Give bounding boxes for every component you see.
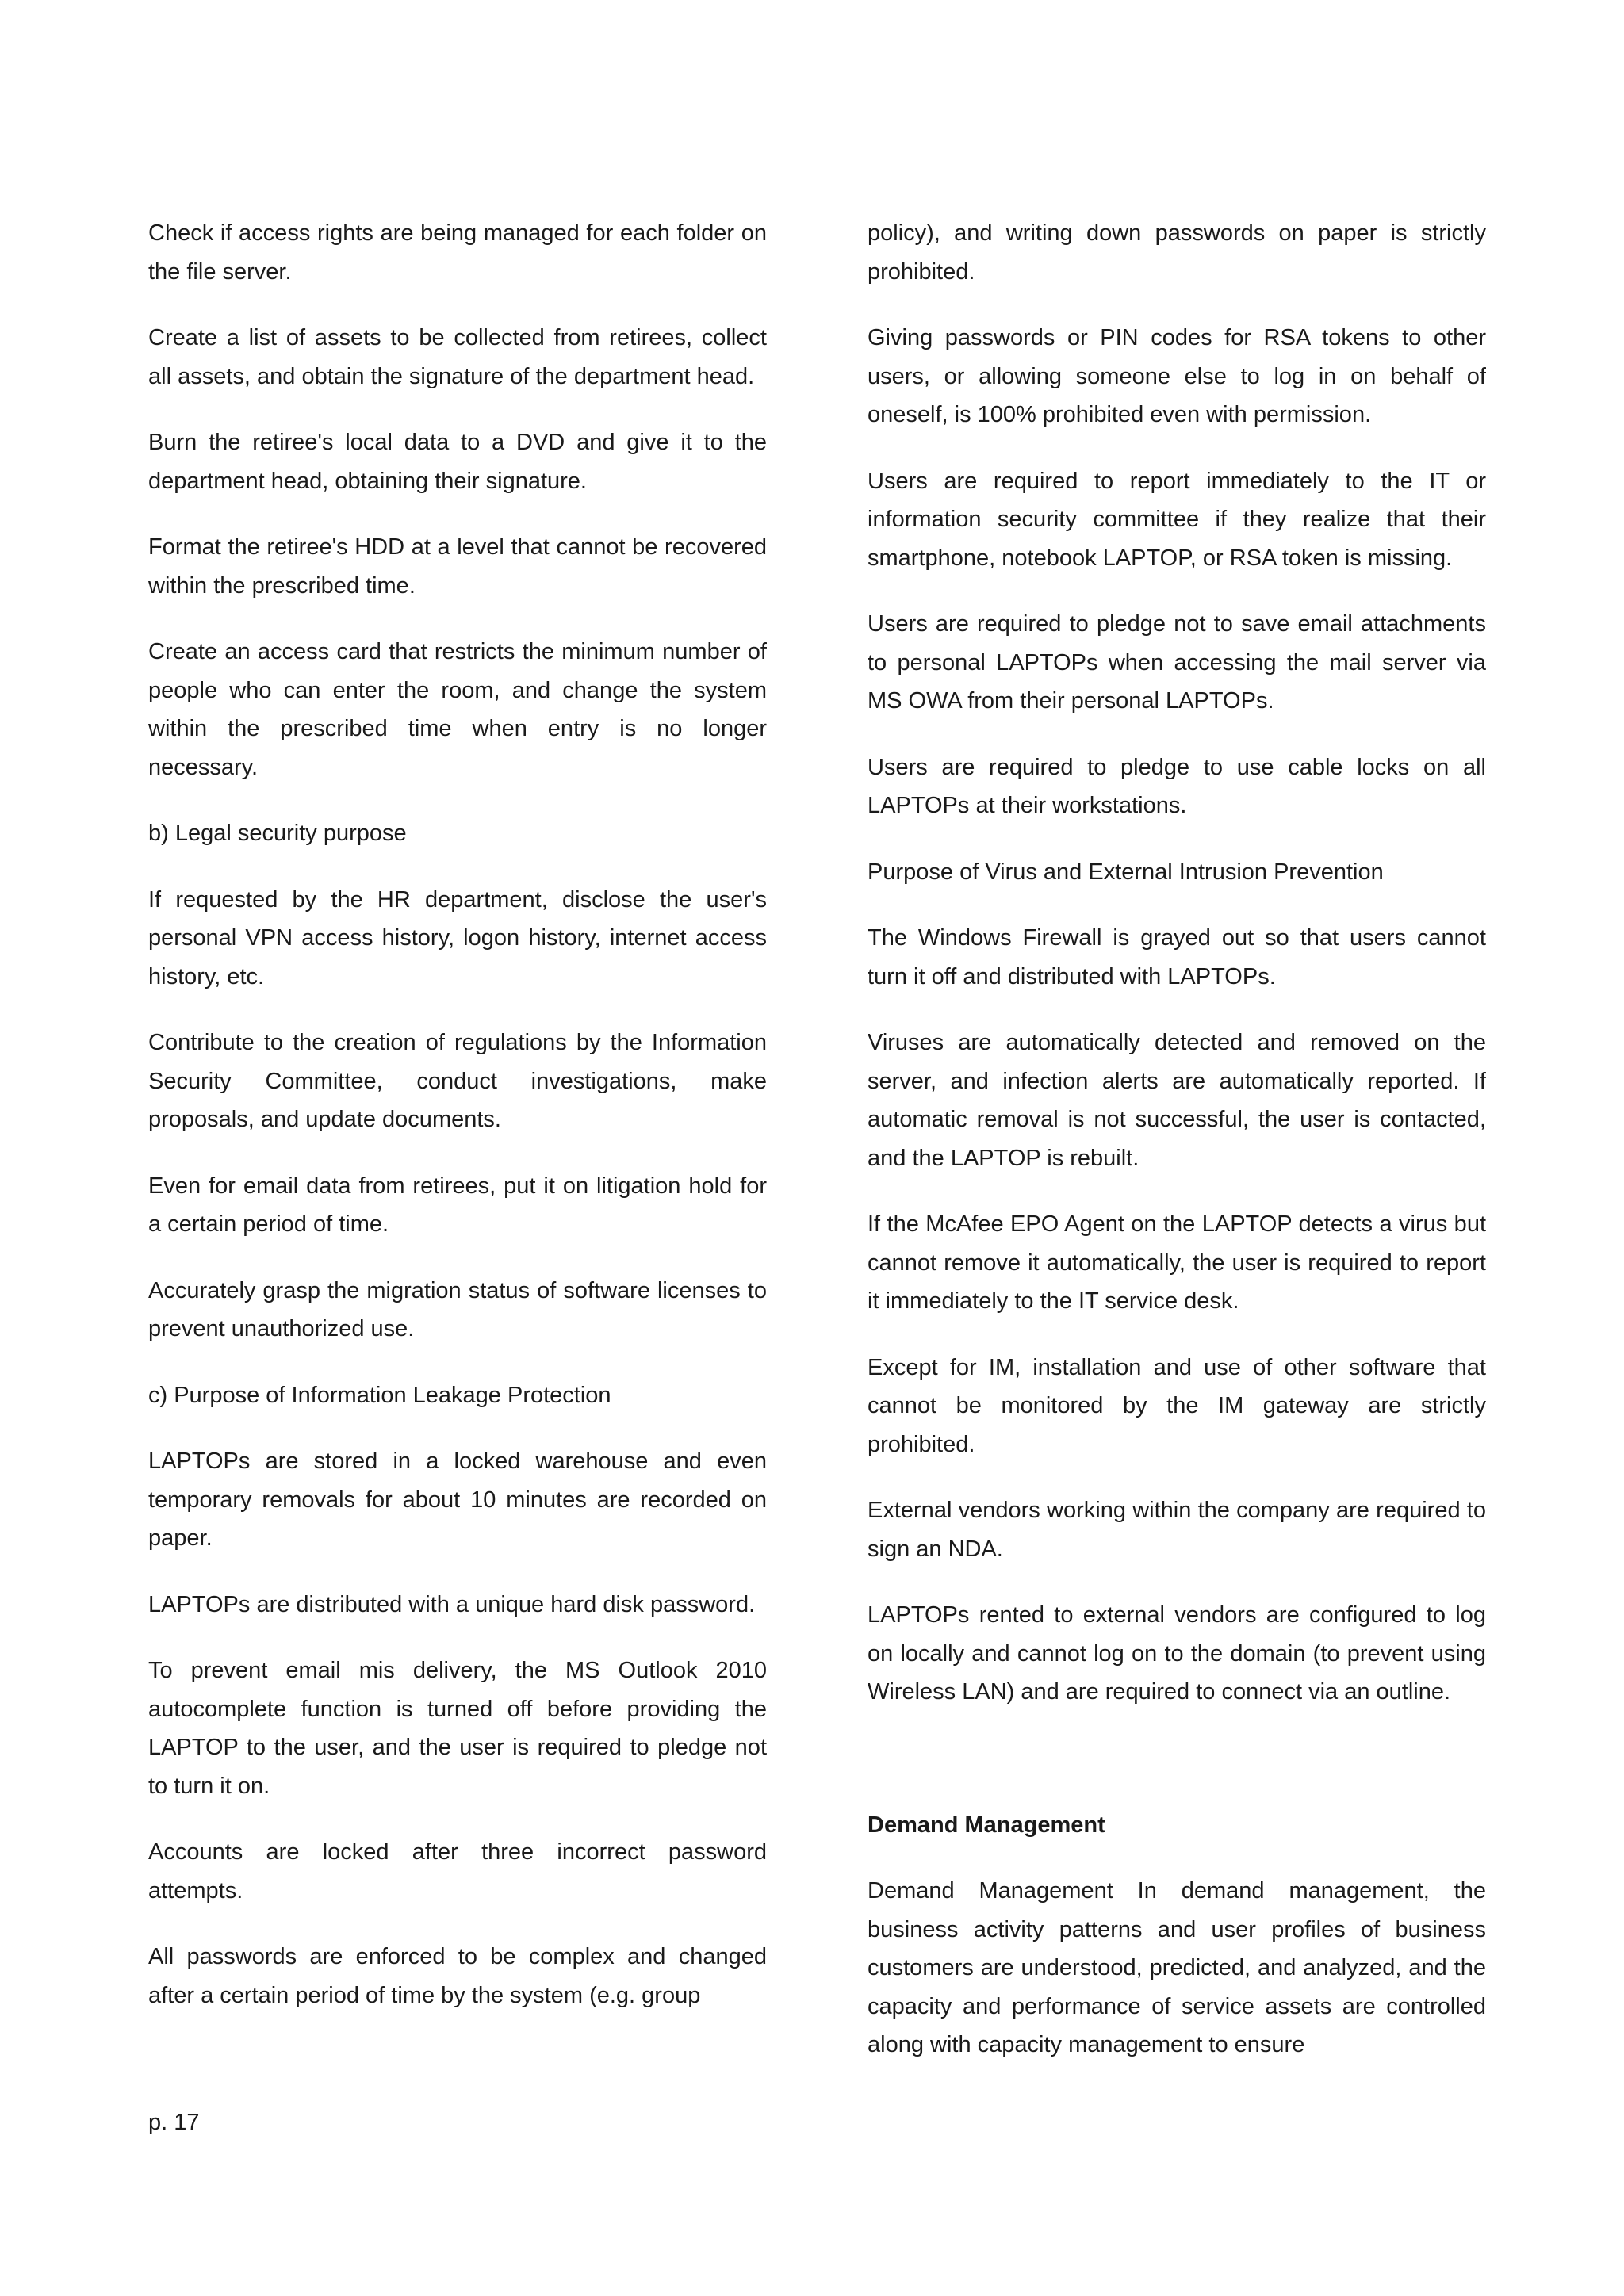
subheading-legal-security: b) Legal security purpose: [148, 821, 407, 846]
subheading-leakage-protection: c) Purpose of Information Leakage Protection: [148, 1382, 611, 1408]
section-spacer: [868, 1739, 1486, 1806]
right-column: [868, 214, 1486, 2092]
paragraph-owa-attachments: Users are required to pledge not to save email attachments to personal LAPTOPs when accessing the mail server via MS OWA from their personal LAPTOPs.: [868, 611, 1486, 714]
paragraph-account-lockout: Accounts are locked after three incorrect password attempts.: [148, 1839, 767, 1904]
paragraph-access-card: Create an access card that restricts the minimum number of people who can enter the room, and change the system within the prescribed time when entry is no longer necessary.: [148, 639, 767, 780]
paragraph-folder-access-rights: Check if access rights are being managed for each folder on the file server.: [148, 220, 767, 285]
paragraph-rsa-pin: Giving passwords or PIN codes for RSA tokens to other users, or allowing someone else to log in on behalf of oneself, is 100% prohibited even with permission.: [868, 325, 1486, 427]
paragraph-software-licenses: Accurately grasp the migration status of software licenses to prevent unauthorized use.: [148, 1277, 767, 1341]
paragraph-password-paper: policy), and writing down passwords on paper is strictly prohibited.: [868, 220, 1486, 285]
left-column: [148, 214, 767, 2042]
paragraph-demand-management: Demand Management In demand management, the business activity patterns and user profiles of business customers are understood, predicted, and analyzed, and the capacity and performance of service assets are controlled along with capacity management to ensure: [868, 1878, 1486, 2057]
paragraph-vendor-nda: External vendors working within the company are required to sign an NDA.: [868, 1498, 1486, 1562]
paragraph-retiree-data-dvd: Burn the retiree's local data to a DVD and give it to the department head, obtaining their signature.: [148, 430, 767, 494]
page-number: p. 17: [148, 2110, 200, 2135]
paragraph-locked-warehouse: LAPTOPs are stored in a locked warehouse and even temporary removals for about 10 minutes are recorded on paper.: [148, 1448, 767, 1551]
paragraph-litigation-hold: Even for email data from retirees, put it on litigation hold for a certain period of time.: [148, 1173, 767, 1237]
paragraph-vendor-laptops: LAPTOPs rented to external vendors are configured to log on locally and cannot log on to the domain (to prevent using Wireless LAN) and are required to connect via an outline.: [868, 1602, 1486, 1705]
section-heading: Demand Management: [868, 1812, 1105, 1838]
paragraph-mcafee-agent: If the McAfee EPO Agent on the LAPTOP detects a virus but cannot remove it automatically, the user is required to report it immediately to the IT service desk.: [868, 1211, 1486, 1314]
paragraph-virus-removal: Viruses are automatically detected and removed on the server, and infection alerts are automatically reported. If automatic removal is not successful, the user is contacted, and the LAPTOP is rebuilt.: [868, 1030, 1486, 1171]
paragraph-report-missing: Users are required to report immediately to the IT or information security committee if they realize that their smartphone, notebook LAPTOP, or RSA token is missing.: [868, 468, 1486, 571]
paragraph-regulations: Contribute to the creation of regulations by the Information Security Committee, conduct investigations, make proposals, and update documents.: [148, 1030, 767, 1132]
paragraph-retiree-asset-list: Create a list of assets to be collected from retirees, collect all assets, and obtain the signature of the department head.: [148, 325, 767, 389]
paragraph-hr-disclosure: If requested by the HR department, disclose the user's personal VPN access history, logon history, internet access history, etc.: [148, 886, 767, 989]
paragraph-windows-firewall: The Windows Firewall is grayed out so that users cannot turn it off and distributed with LAPTOPs.: [868, 925, 1486, 989]
paragraph-im-software: Except for IM, installation and use of other software that cannot be monitored by the IM gateway are strictly prohibited.: [868, 1354, 1486, 1457]
paragraph-cable-locks: Users are required to pledge to use cable locks on all LAPTOPs at their workstations.: [868, 754, 1486, 818]
paragraph-hdd-password: LAPTOPs are distributed with a unique hard disk password.: [148, 1591, 756, 1617]
paragraph-format-hdd: Format the retiree's HDD at a level that cannot be recovered within the prescribed time.: [148, 534, 767, 599]
paragraph-password-policy: All passwords are enforced to be complex and changed after a certain period of time by the system (e.g. group: [148, 1944, 767, 2008]
subheading-virus-prevention: Purpose of Virus and External Intrusion Prevention: [868, 859, 1384, 885]
paragraph-outlook-autocomplete: To prevent email mis delivery, the MS Outlook 2010 autocomplete function is turned off before providing the LAPTOP to the user, and the user is required to pledge not to turn it on.: [148, 1658, 767, 1799]
